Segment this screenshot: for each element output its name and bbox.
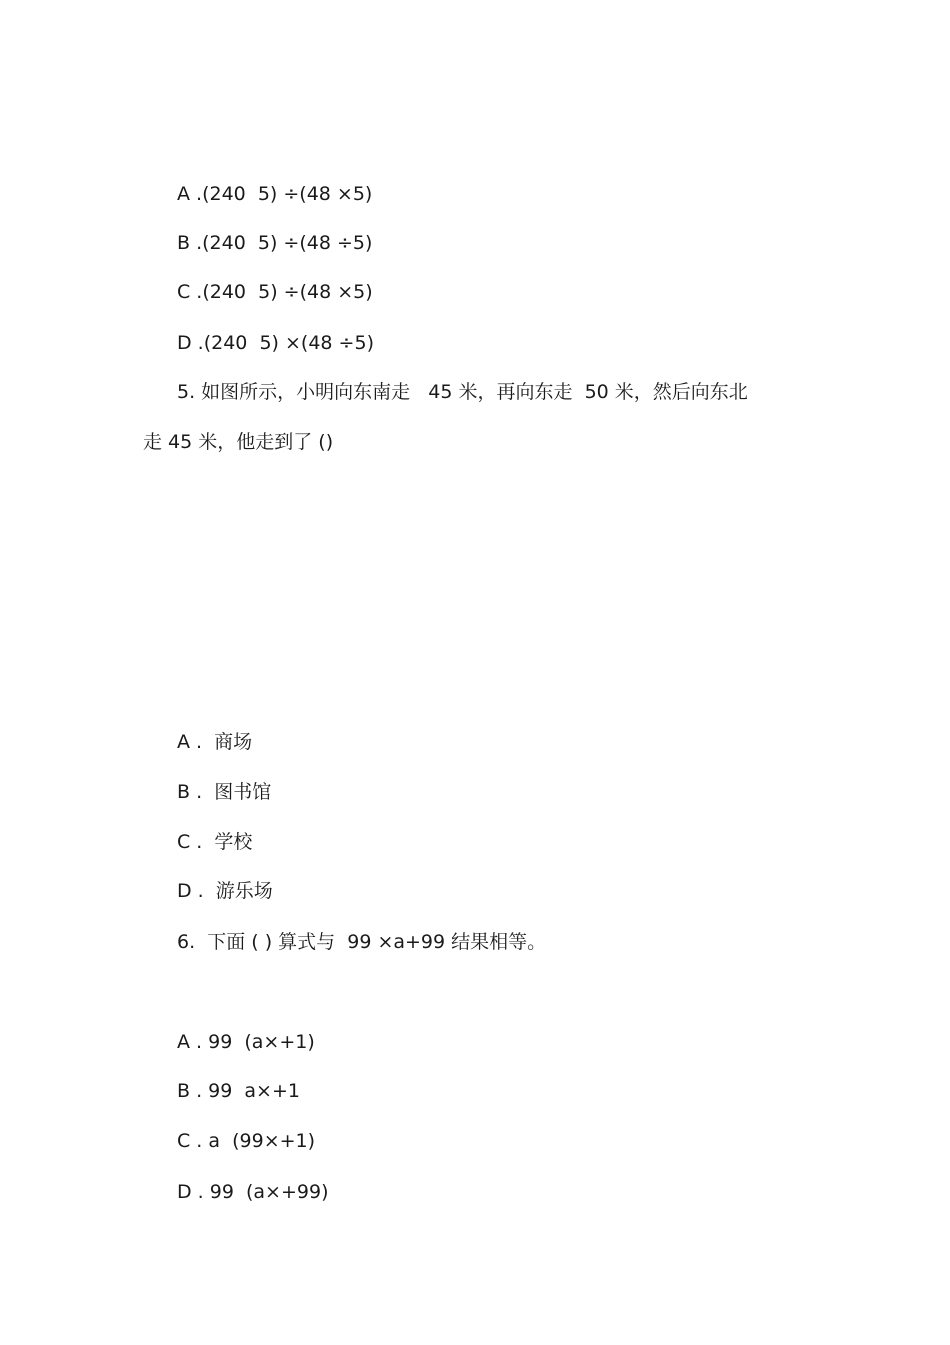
q5-option-b: B . 图书馆 — [177, 781, 272, 803]
q5-question-line2: 走 45 米，他走到了 () — [143, 431, 334, 453]
q6-option-d: D . 99 (a×+99) — [177, 1181, 329, 1203]
q5-option-d: D . 游乐场 — [177, 880, 273, 902]
q5-option-c: C . 学校 — [177, 831, 253, 853]
q6-option-c: C . a (99×+1) — [177, 1130, 316, 1152]
q4-option-b: B .(240 5) ÷(48 ÷5) — [177, 232, 373, 254]
q6-question: 6. 下面 ( ) 算式与 99 ×a+99 结果相等。 — [177, 931, 547, 953]
q5-question-line1: 5. 如图所示，小明向东南走 45 米，再向东走 50 米，然后向东北 — [177, 381, 748, 403]
q6-option-b: B . 99 a×+1 — [177, 1080, 300, 1102]
q4-option-c: C .(240 5) ÷(48 ×5) — [177, 281, 373, 303]
q5-option-a: A . 商场 — [177, 731, 253, 753]
q6-option-a: A . 99 (a×+1) — [177, 1031, 315, 1053]
q4-option-d: D .(240 5) ×(48 ÷5) — [177, 332, 374, 354]
q4-option-a: A .(240 5) ÷(48 ×5) — [177, 183, 373, 205]
